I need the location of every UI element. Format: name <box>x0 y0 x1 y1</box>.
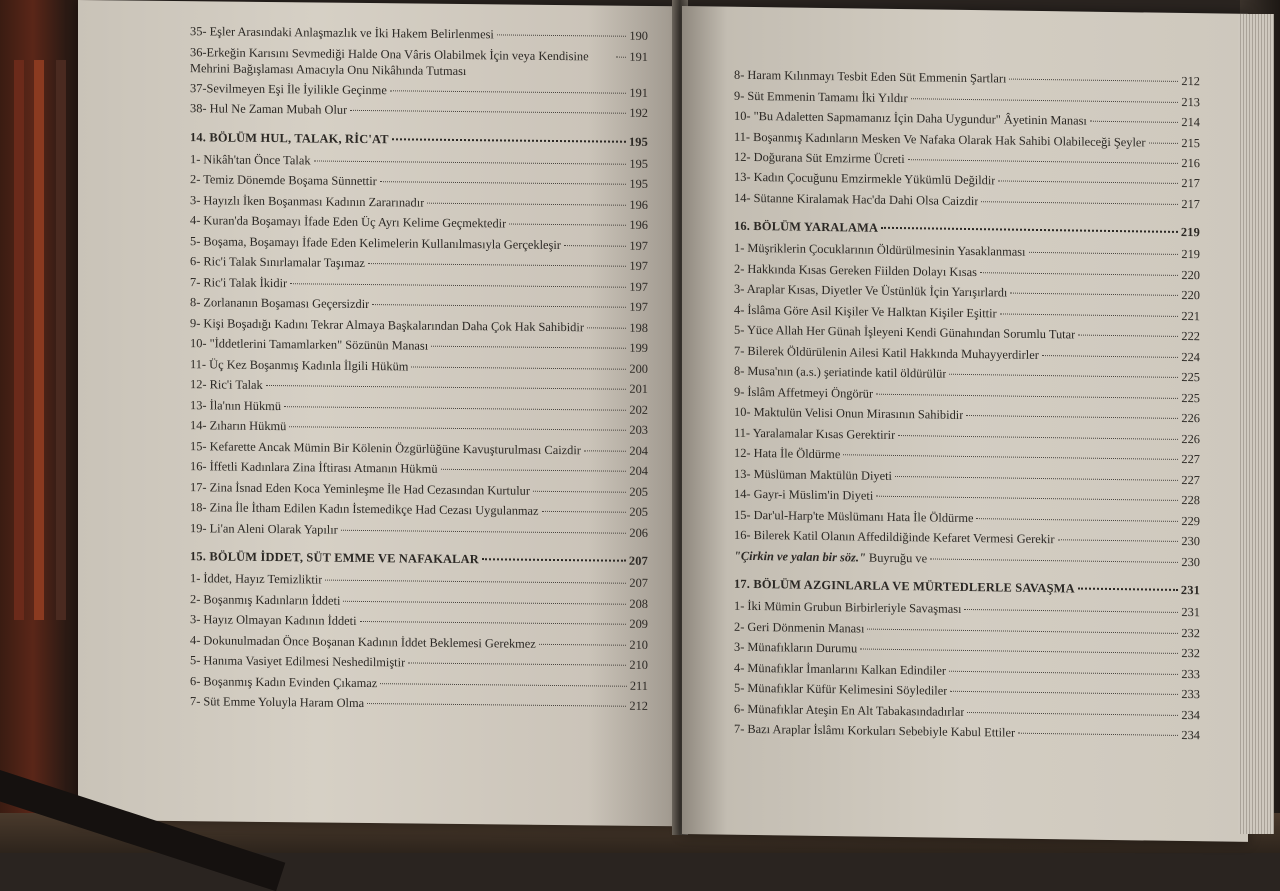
toc-entry-title: 15- Dar'ul-Harp'te Müslümanı Hata İle Öldürme <box>734 507 974 525</box>
toc-dot-leader <box>431 345 626 349</box>
toc-entry-title: 2- Geri Dönmenin Manası <box>734 619 865 636</box>
toc-dot-leader <box>584 449 627 451</box>
toc-entry-title: 14- Zıharın Hükmü <box>190 418 287 434</box>
toc-entry-title: 37-Sevilmeyen Eşi İle İyilikle Geçinme <box>190 80 387 97</box>
toc-entry-title: 16- İffetli Kadınlara Zina İftirası Atmanın Hükmü <box>190 459 438 476</box>
toc-dot-leader <box>368 262 627 267</box>
toc-dot-leader <box>964 608 1178 613</box>
right-page <box>682 6 1248 842</box>
toc-entry-title: 8- Haram Kılınmayı Tesbit Eden Süt Emmenin Şartları <box>734 67 1007 86</box>
toc-dot-leader <box>867 627 1178 633</box>
toc-entry-title: 3- Münafıkların Durumu <box>734 639 858 656</box>
toc-dot-leader <box>392 137 626 142</box>
toc-page-number: 209 <box>629 616 648 631</box>
toc-page-number: 197 <box>629 258 648 273</box>
toc-page-number: 229 <box>1181 513 1200 528</box>
toc-dot-leader <box>1078 334 1178 337</box>
toc-page-number: 204 <box>629 443 648 458</box>
toc-dot-leader <box>1058 538 1179 542</box>
toc-entry-title: 17- Zina İsnad Eden Koca Yeminleşme İle Had Cezasından Kurtulur <box>190 479 530 498</box>
toc-page-number: 211 <box>629 678 648 693</box>
toc-dot-leader <box>289 425 626 431</box>
book-spine-decor <box>56 60 66 620</box>
toc-entry-title: 4- Kuran'da Boşamayı İfade Eden Üç Ayrı Kelime Geçmektedir <box>190 213 507 231</box>
toc-entry-title: 8- Zorlananın Boşaması Geçersizdir <box>190 295 370 312</box>
toc-dot-leader <box>427 201 626 205</box>
toc-dot-leader <box>895 474 1178 480</box>
toc-dot-leader <box>325 579 626 584</box>
toc-page-number: 205 <box>629 504 648 519</box>
toc-page-number: 213 <box>1181 94 1200 109</box>
toc-dot-leader <box>981 200 1178 205</box>
toc-page-number: 195 <box>629 156 648 171</box>
toc-page-number: 231 <box>1181 604 1200 620</box>
toc-entry-title: 7- Süt Emme Yoluyla Haram Olma <box>190 694 365 710</box>
toc-page-number: 200 <box>629 361 648 376</box>
toc-page-number: 232 <box>1181 645 1200 661</box>
toc-dot-leader <box>1009 78 1178 82</box>
toc-dot-leader <box>390 89 627 93</box>
toc-page-number: 226 <box>1181 431 1200 446</box>
toc-dot-leader <box>881 226 1178 233</box>
toc-entry-title: 4- Dokunulmadan Önce Boşanan Kadının İddet Beklemesi Gerekmez <box>190 632 536 651</box>
toc-entry <box>190 691 648 716</box>
toc-entry-title: 13- Müslüman Maktülün Diyeti <box>734 466 892 483</box>
toc-page-number: 207 <box>629 575 648 590</box>
toc-page-number: 217 <box>1181 196 1200 211</box>
toc-dot-leader <box>380 180 627 185</box>
toc-page-number: 197 <box>629 299 648 314</box>
toc-entry-title: 14- Sütanne Kiralamak Hac'da Dahi Olsa Caizdir <box>734 190 979 208</box>
book-spine-decor <box>34 60 44 620</box>
toc-dot-leader <box>482 557 626 562</box>
toc-dot-leader <box>350 109 626 114</box>
toc-dot-leader <box>876 495 1178 501</box>
page-edges <box>1238 14 1274 834</box>
toc-dot-leader <box>411 365 626 369</box>
toc-dot-leader <box>976 517 1178 522</box>
toc-entry-title: 38- Hul Ne Zaman Mubah Olur <box>190 101 348 117</box>
toc-dot-leader <box>341 528 627 533</box>
toc-entry-title-rest: Buyruğu ve <box>865 550 928 565</box>
toc-dot-leader <box>284 405 626 411</box>
toc-dot-leader <box>533 489 626 492</box>
left-toc-list <box>190 21 648 716</box>
toc-entry-title: 4- İslâma Göre Asil Kişiler Ve Halktan Kişiler Eşittir <box>734 302 997 320</box>
toc-page-number: 225 <box>1181 369 1200 385</box>
toc-entry-title: 19- Li'an Aleni Olarak Yapılır <box>190 520 338 537</box>
toc-page-number: 197 <box>629 279 648 294</box>
toc-dot-leader <box>967 710 1178 715</box>
toc-page-number: 191 <box>629 85 648 100</box>
toc-page-number: 210 <box>629 657 648 672</box>
toc-dot-leader <box>367 702 626 707</box>
toc-entry-title: 2- Hakkında Kısas Gereken Fiilden Dolayı Kısas <box>734 261 977 279</box>
toc-entry-title: 5- Boşama, Boşamayı İfade Eden Kelimelerin Kullanılmasıyla Gerçekleşir <box>190 233 561 252</box>
toc-entry-title: 9- İslâm Affetmeyi Öngörür <box>734 384 874 401</box>
toc-dot-leader <box>1090 120 1179 123</box>
right-toc-list <box>734 65 1200 746</box>
toc-page-number: 205 <box>629 484 648 499</box>
toc-page-number: 219 <box>1180 224 1200 240</box>
toc-page-number: 232 <box>1181 625 1200 640</box>
toc-page-number: 215 <box>1181 135 1200 150</box>
toc-dot-leader <box>1029 251 1179 255</box>
toc-dot-leader <box>372 303 626 308</box>
toc-page-number: 226 <box>1181 410 1200 426</box>
toc-dot-leader <box>1018 732 1178 736</box>
toc-page-number: 230 <box>1181 533 1200 549</box>
toc-entry-title: 6- Ric'i Talak Sınırlamalar Taşımaz <box>190 254 365 271</box>
toc-entry-title: 12- Hata İle Öldürme <box>734 445 841 462</box>
toc-entry-title: 5- Münafıklar Küfür Kelimesini Söylediler <box>734 680 948 698</box>
toc-dot-leader <box>497 33 627 36</box>
toc-entry-title: 6- Boşanmış Kadın Evinden Çıkamaz <box>190 673 378 690</box>
toc-page-number: 202 <box>629 402 648 417</box>
toc-dot-leader <box>542 510 627 513</box>
toc-entry-title: 3- Hayızlı İken Boşanması Kadının Zararınadır <box>190 192 425 210</box>
toc-page-number: 206 <box>629 525 648 540</box>
toc-entry <box>190 98 648 123</box>
toc-dot-leader <box>966 414 1178 419</box>
toc-page-number: 220 <box>1181 287 1200 303</box>
toc-page-number: 228 <box>1181 492 1200 508</box>
toc-page-number: 191 <box>629 49 648 64</box>
toc-page-number: 196 <box>629 197 648 212</box>
toc-dot-leader <box>408 661 626 665</box>
toc-dot-leader <box>290 282 626 288</box>
toc-entry-italic-quote: "Çirkin ve yalan bir söz." <box>734 548 866 565</box>
toc-dot-leader <box>380 682 627 687</box>
toc-dot-leader <box>564 244 626 247</box>
toc-dot-leader <box>616 55 626 57</box>
toc-page-number: 195 <box>629 176 648 191</box>
toc-entry-title: 15. BÖLÜM İDDET, SÜT EMME VE NAFAKALAR <box>190 549 479 567</box>
toc-page-number: 221 <box>1181 308 1200 323</box>
toc-entry-title: 6- Münafıklar Ateşin En Alt Tabakasındadırlar <box>734 701 965 719</box>
toc-entry <box>190 518 648 543</box>
toc-entry-title: 9- Süt Emmenin Tamamı İki Yıldır <box>734 88 908 105</box>
toc-page-number: 192 <box>629 105 648 120</box>
toc-entry-title: 1- İki Mümin Grubun Birbirleriyle Savaşması <box>734 598 962 616</box>
toc-dot-leader <box>949 373 1178 378</box>
toc-entry-title: 1- Müşriklerin Çocuklarının Öldürülmesinin Yasaklanması <box>734 240 1026 259</box>
toc-entry-title: 14- Gayr-i Müslim'in Diyeti <box>734 486 874 503</box>
toc-entry-title: 8- Musa'nın (a.s.) şeriatinde katil öldürülür <box>734 363 947 381</box>
toc-page-number: 227 <box>1181 451 1200 467</box>
toc-entry-title: 4- Münafıklar İmanlarını Kalkan Edindiler <box>734 660 946 678</box>
toc-dot-leader <box>1078 587 1178 591</box>
toc-dot-leader <box>1042 354 1179 358</box>
toc-page-number: 234 <box>1181 727 1200 743</box>
toc-dot-leader <box>911 97 1179 103</box>
toc-dot-leader <box>930 557 1178 562</box>
toc-dot-leader <box>266 384 627 390</box>
toc-entry-title: 14. BÖLÜM HUL, TALAK, RİC'AT <box>190 129 389 146</box>
left-page <box>78 0 678 826</box>
toc-dot-leader <box>980 271 1178 276</box>
toc-entry-title: 17. BÖLÜM AZGINLARLA VE MÜRTEDLERLE SAVAŞMA <box>734 576 1075 596</box>
toc-page-number: 204 <box>629 463 648 478</box>
toc-dot-leader <box>539 642 627 645</box>
toc-dot-leader <box>1000 312 1179 316</box>
toc-page-number: 231 <box>1180 582 1200 598</box>
toc-entry-title: 5- Hanıma Vasiyet Edilmesi Neshedilmiştir <box>190 653 406 670</box>
toc-entry-title: 16- Bilerek Katil Olanın Affedildiğinde Kefaret Vermesi Gerekir <box>734 527 1055 547</box>
toc-entry-title: 3- Araplar Kısas, Diyetler Ve Üstünlük İçin Yarışırlardı <box>734 281 1008 300</box>
toc-dot-leader <box>876 392 1178 398</box>
toc-dot-leader <box>343 599 626 604</box>
toc-entry-title: 13- Kadın Çocuğunu Emzirmekle Yükümlü Değildir <box>734 169 996 188</box>
toc-page-number: 207 <box>628 553 648 568</box>
toc-dot-leader <box>360 620 627 625</box>
toc-entry-title: 9- Kişi Boşadığı Kadını Tekrar Almaya Başkalarından Daha Çok Hak Sahibidir <box>190 315 584 334</box>
toc-page-number: 224 <box>1181 349 1200 364</box>
toc-page-number: 216 <box>1181 155 1200 170</box>
toc-entry-title: 11- Yaralamalar Kısas Gerektirir <box>734 425 896 442</box>
toc-dot-leader <box>950 690 1178 695</box>
toc-page-number: 210 <box>629 637 648 652</box>
toc-entry-title: 11- Üç Kez Boşanmış Kadınla İlgili Hüküm <box>190 356 409 373</box>
toc-entry-title: 2- Boşanmış Kadınların İddeti <box>190 591 341 608</box>
toc-dot-leader <box>908 158 1179 164</box>
book-spine-decor <box>14 60 24 620</box>
toc-page-number: 219 <box>1181 246 1200 262</box>
toc-dot-leader <box>1149 141 1179 143</box>
toc-entry-title: 5- Yüce Allah Her Günah İşleyeni Kendi Günahından Sorumlu Tutar <box>734 322 1076 342</box>
toc-dot-leader <box>587 326 626 328</box>
toc-page-number: 217 <box>1181 175 1200 191</box>
toc-page-number: 203 <box>629 422 648 437</box>
toc-page-number: 233 <box>1181 666 1200 681</box>
toc-dot-leader <box>843 453 1178 460</box>
toc-page-number: 214 <box>1181 114 1200 130</box>
toc-page-number: 222 <box>1181 328 1200 344</box>
toc-page-number: 227 <box>1181 472 1200 487</box>
toc-page-number: 225 <box>1181 390 1200 405</box>
toc-entry-title: 12- Ric'i Talak <box>190 377 263 392</box>
toc-page-number: 212 <box>1181 73 1200 89</box>
toc-entry-title: 7- Bilerek Öldürülenin Ailesi Katil Hakkında Muhayyerdirler <box>734 343 1039 362</box>
toc-entry-title: 1- Nikâh'tan Önce Talak <box>190 151 311 167</box>
toc-page-number: 220 <box>1181 267 1200 282</box>
toc-entry-title: 10- "İddetlerini Tamamlarken" Sözünün Manası <box>190 336 429 353</box>
toc-entry-title <box>734 545 927 568</box>
toc-page-number: 230 <box>1181 554 1200 569</box>
toc-entry-title: 7- Ric'i Talak İkidir <box>190 274 288 290</box>
toc-entry-title: 35- Eşler Arasındaki Anlaşmazlık ve İki Hakem Belirlenmesi <box>190 24 494 42</box>
toc-page-number: 201 <box>629 381 648 396</box>
toc-entry-title: 12- Doğurana Süt Emzirme Ücreti <box>734 149 905 166</box>
toc-entry-title: 10- "Bu Adaletten Sapmamanız İçin Daha Uygundur" Âyetinin Manası <box>734 108 1087 128</box>
toc-entry-title: 11- Boşanmış Kadınların Mesken Ve Nafaka Olarak Hak Sahibi Olabileceği Şeyler <box>734 129 1146 149</box>
toc-dot-leader <box>314 159 627 164</box>
toc-entry <box>190 42 648 83</box>
toc-entry-title: 13- İla'nın Hükmü <box>190 397 282 413</box>
toc-entry-title: 2- Temiz Dönemde Boşama Sünnettir <box>190 172 377 189</box>
toc-dot-leader <box>898 434 1178 440</box>
toc-entry-title: 18- Zina İle İtham Edilen Kadın İstemedikçe Had Cezası Uygulanmaz <box>190 500 539 518</box>
toc-dot-leader <box>949 669 1178 674</box>
toc-entry-title: 15- Kefarette Ancak Mümin Bir Kölenin Özgürlüğüne Kavuşturulması Caizdir <box>190 438 581 457</box>
toc-page-number: 208 <box>629 596 648 611</box>
toc-page-number: 197 <box>629 238 648 253</box>
toc-dot-leader <box>998 179 1178 184</box>
toc-dot-leader <box>509 223 626 226</box>
toc-page-number: 234 <box>1181 707 1200 722</box>
toc-entry-title: 1- İddet, Hayız Temizliktir <box>190 571 323 587</box>
toc-entry-title: 36-Erkeğin Karısını Sevmediği Halde Ona Vâris Olabilmek İçin veya Kendisine Mehrini Bağışlaması Amacıyla Onu Nikâhında Tutması <box>190 44 589 78</box>
toc-dot-leader <box>860 647 1178 653</box>
toc-entry-title: 16. BÖLÜM YARALAMA <box>734 218 879 235</box>
toc-dot-leader <box>1010 292 1178 296</box>
toc-page-number: 195 <box>628 134 648 149</box>
toc-page-number: 199 <box>629 340 648 355</box>
toc-page-number: 196 <box>629 217 648 232</box>
toc-entry-title: 10- Maktulün Velisi Onun Mirasının Sahibidir <box>734 404 964 422</box>
toc-page-number: 190 <box>629 28 648 43</box>
toc-entry-title: 7- Bazı Araplar İslâmı Korkuları Sebebiyle Kabul Ettiler <box>734 721 1016 740</box>
toc-page-number: 212 <box>629 698 648 713</box>
toc-page-number: 233 <box>1181 686 1200 702</box>
toc-entry-title: 3- Hayız Olmayan Kadının İddeti <box>190 612 357 628</box>
toc-dot-leader <box>441 468 627 472</box>
toc-page-number: 198 <box>629 320 648 335</box>
